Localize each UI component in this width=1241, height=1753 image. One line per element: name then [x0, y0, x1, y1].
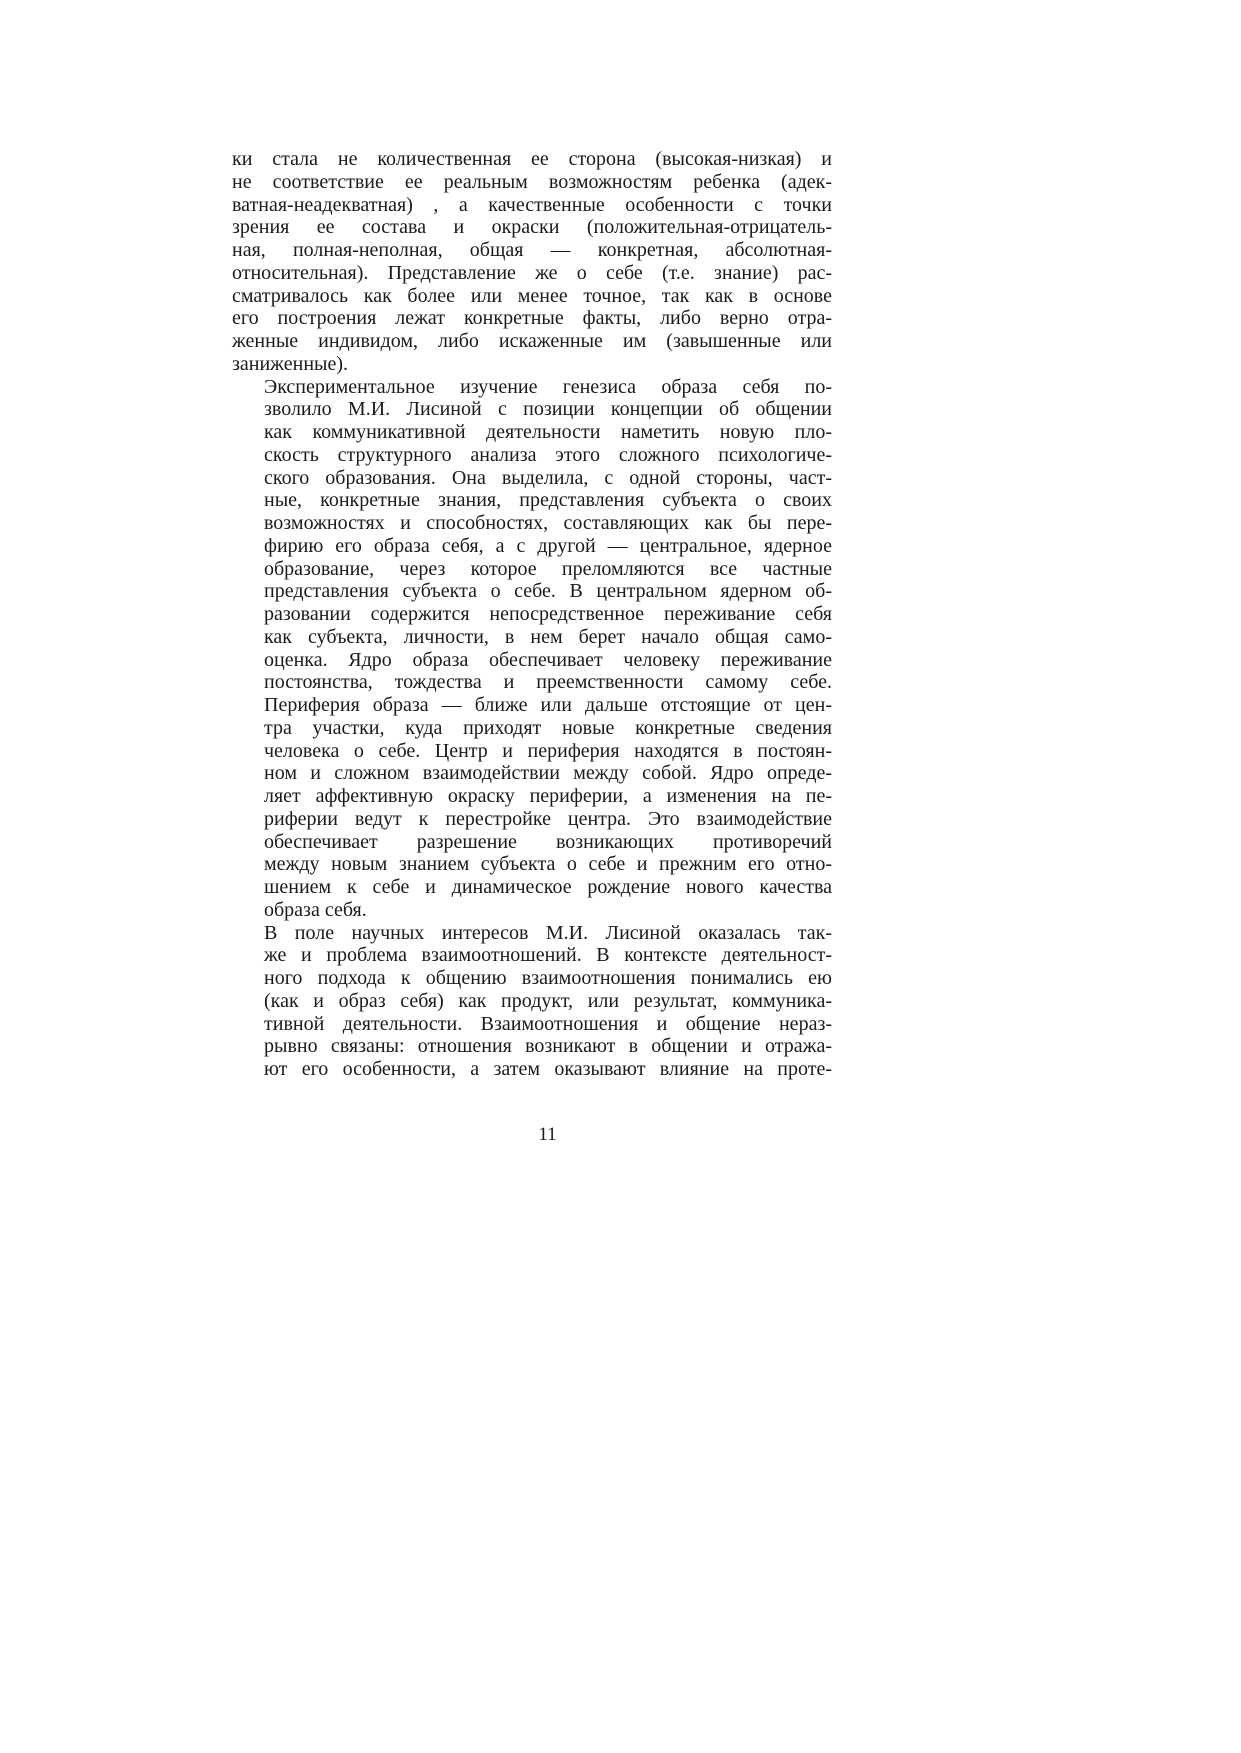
text-line: сматривалось как более или менее точное, так как в основе [232, 284, 832, 307]
text-line: Периферия образа — ближе или дальше отстоящие от цен- [264, 694, 832, 716]
text-line: разовании содержится непосредственное переживание себя [264, 603, 832, 625]
text-line: женные индивидом, либо искаженные им (завышенные или [232, 330, 832, 352]
text-line: образа себя. [264, 898, 367, 921]
text-line: риферии ведут к перестройке центра. Это взаимодействие [264, 807, 832, 830]
text-line: представления субъекта о себе. В центральном ядерном об- [264, 580, 832, 603]
paragraph-1 [232, 148, 832, 376]
text-line: заниженные). [232, 352, 348, 375]
text-line: не соответствие ее реальным возможностям ребенка (адек- [232, 170, 832, 193]
text-line: же и проблема взаимоотношений. В контексте деятельност- [264, 944, 832, 967]
text-line: как коммуникативной деятельности наметить новую пло- [264, 421, 832, 443]
text-line: ные, конкретные знания, представления субъекта о своих [264, 489, 832, 512]
text-line: возможностях и способностях, составляющих как бы пере- [264, 512, 832, 534]
paragraph-2 [232, 376, 832, 922]
text-line: как субъекта, личности, в нем берет начало общая само- [264, 625, 832, 648]
text-line: относительная). Представление же о себе (т.е. знание) рас- [232, 261, 832, 284]
text-line: ки стала не количественная ее сторона (высокая-низкая) и [232, 148, 832, 170]
text-line: ного подхода к общению взаимоотношения понимались ею [264, 967, 832, 989]
text-line: постоянства, тождества и преемственности самому себе. [264, 671, 832, 694]
page-number: 11 [538, 1124, 557, 1145]
text-line: образование, через которое преломляются все частные [264, 557, 832, 580]
text-line: (как и образ себя) как продукт, или результат, коммуника- [264, 989, 832, 1012]
text-line: фирию его образа себя, а с другой — центральное, ядерное [264, 534, 832, 557]
text-line: ского образования. Она выделила, с одной стороны, част- [264, 466, 832, 489]
text-line: ляет аффективную окраску периферии, а изменения на пе- [264, 785, 832, 807]
text-line: его построения лежат конкретные факты, либо верно отра- [232, 307, 832, 330]
text-line: скость структурного анализа этого сложного психологиче- [264, 443, 832, 466]
text-line: ют его особенности, а затем оказывают влияние на проте- [264, 1058, 832, 1080]
text-line: оценка. Ядро образа обеспечивает человеку переживание [264, 648, 832, 671]
text-line: человека о себе. Центр и периферия находятся в постоян- [264, 739, 832, 762]
text-line: зрения ее состава и окраски (положительная-отрицатель- [232, 216, 832, 239]
text-line: обеспечивает разрешение возникающих противоречий [264, 830, 832, 853]
text-line: между новым знанием субъекта о себе и прежним его отно- [264, 853, 832, 876]
text-line: Экспериментальное изучение генезиса образа себя по- [264, 375, 832, 398]
text-line: В поле научных интересов М.И. Лисиной оказалась так- [264, 921, 832, 944]
text-line: ватная-неадекватная) , а качественные особенности с точки [232, 193, 832, 216]
text-line: ная, полная-неполная, общая — конкретная, абсолютная- [232, 239, 832, 261]
text-line: зволило М.И. Лисиной с позиции концепции об общении [264, 398, 832, 421]
text-line: тра участки, куда приходят новые конкретные сведения [264, 716, 832, 739]
body-text [232, 148, 832, 1081]
paragraph-3 [232, 922, 832, 1081]
text-line: ном и сложном взаимодействии между собой. Ядро опреде- [264, 762, 832, 785]
text-line: тивной деятельности. Взаимоотношения и общение нераз- [264, 1012, 832, 1035]
text-line: шением к себе и динамическое рождение нового качества [264, 876, 832, 898]
text-line: рывно связаны: отношения возникают в общении и отража- [264, 1035, 832, 1058]
